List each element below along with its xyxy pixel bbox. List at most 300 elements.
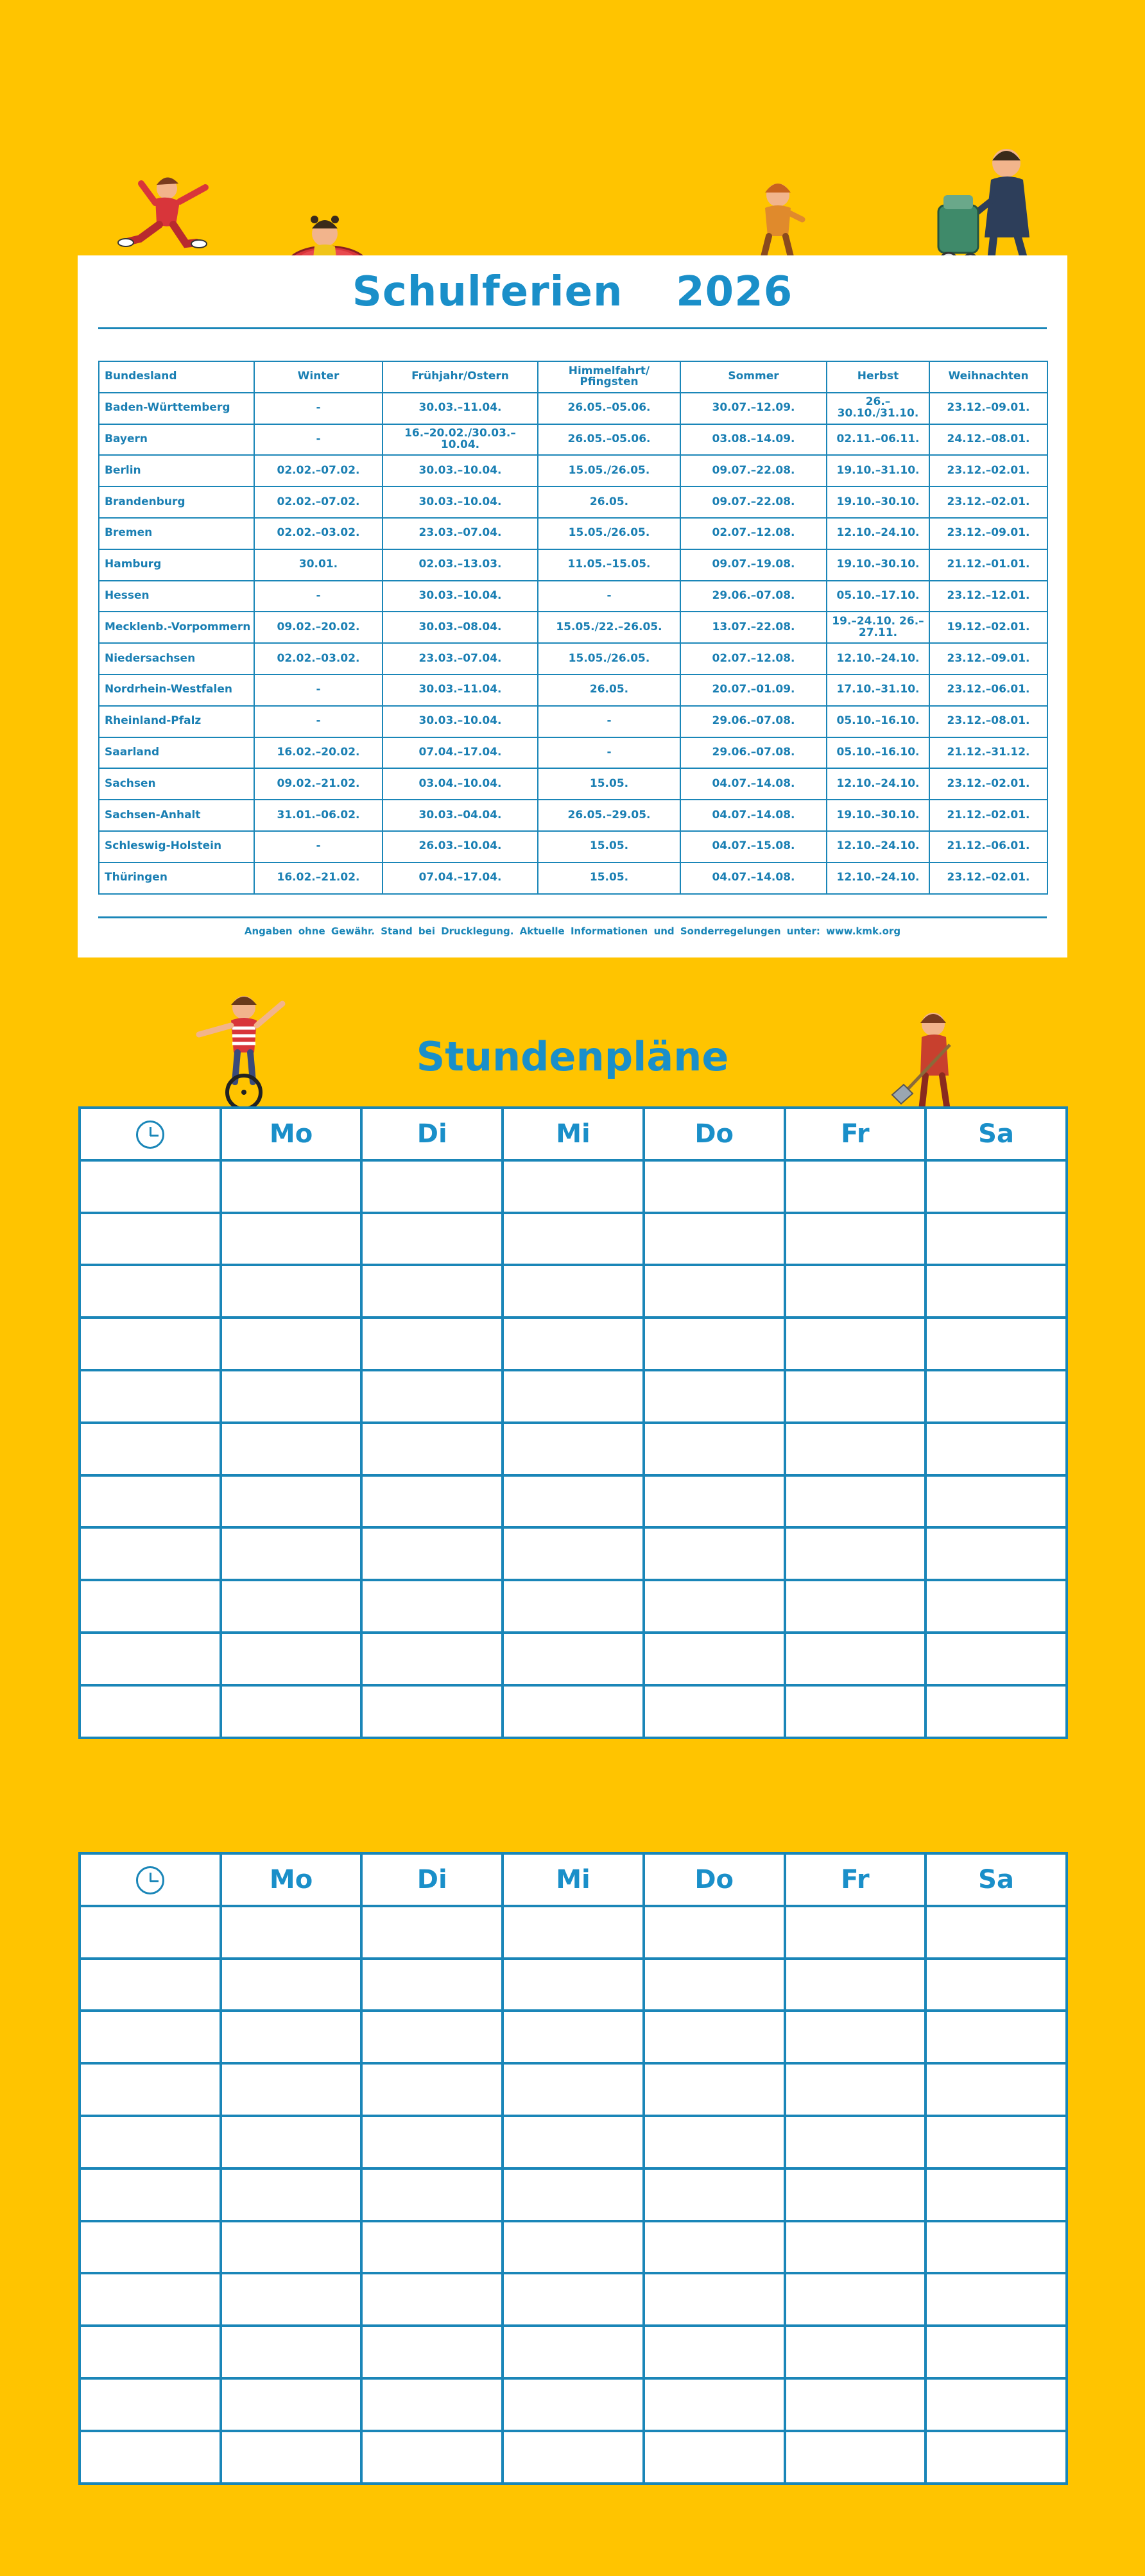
- day-header: Mi: [503, 1108, 644, 1160]
- lesson-cell[interactable]: [644, 1906, 785, 1959]
- holiday-cell: 29.06.–07.08.: [680, 581, 827, 612]
- holiday-cell: 15.05./26.05.: [538, 455, 680, 486]
- lesson-cell[interactable]: [644, 1160, 785, 1213]
- lesson-cell[interactable]: [644, 2431, 785, 2484]
- lesson-cell[interactable]: [503, 2326, 644, 2378]
- state-name: Brandenburg: [99, 486, 254, 518]
- lesson-cell[interactable]: [361, 1213, 503, 1266]
- lesson-cell[interactable]: [221, 1160, 362, 1213]
- timetable-row: [80, 2221, 1067, 2274]
- lesson-cell[interactable]: [785, 2221, 926, 2274]
- lesson-cell[interactable]: [361, 2063, 503, 2116]
- lesson-cell[interactable]: [644, 2378, 785, 2431]
- holiday-cell: 19.10.–31.10.: [827, 455, 929, 486]
- lesson-cell[interactable]: [361, 2011, 503, 2063]
- time-slot-cell[interactable]: [80, 1213, 221, 1266]
- holiday-cell: 30.07.–12.09.: [680, 393, 827, 424]
- holiday-row: [99, 612, 1047, 643]
- lesson-cell[interactable]: [785, 1213, 926, 1266]
- timetable-row: [80, 1318, 1067, 1370]
- holiday-cell: -: [254, 424, 383, 456]
- lesson-cell[interactable]: [361, 2431, 503, 2484]
- timetable-row: [80, 1527, 1067, 1580]
- state-name: Rheinland-Pfalz: [99, 706, 254, 737]
- holiday-cell: -: [254, 706, 383, 737]
- holiday-cell: -: [254, 581, 383, 612]
- holiday-cell: 07.04.–17.04.: [383, 737, 538, 769]
- lesson-cell[interactable]: [221, 1906, 362, 1959]
- holiday-cell: 26.03.–10.04.: [383, 831, 538, 863]
- holiday-row: [99, 549, 1047, 581]
- holiday-cell: 23.03.–07.04.: [383, 643, 538, 674]
- lesson-cell[interactable]: [221, 2168, 362, 2221]
- lesson-cell[interactable]: [785, 1959, 926, 2011]
- lesson-cell[interactable]: [361, 1527, 503, 1580]
- lesson-cell[interactable]: [785, 1685, 926, 1738]
- lesson-cell[interactable]: [644, 2116, 785, 2168]
- time-slot-cell[interactable]: [80, 1265, 221, 1318]
- timetable-row: [80, 2011, 1067, 2063]
- time-slot-cell[interactable]: [80, 1160, 221, 1213]
- holiday-cell: -: [254, 831, 383, 863]
- holiday-cell: -: [538, 581, 680, 612]
- lesson-cell[interactable]: [361, 1959, 503, 2011]
- lesson-cell[interactable]: [221, 2378, 362, 2431]
- header-herbst: Herbst: [827, 361, 929, 393]
- lesson-cell[interactable]: [221, 2011, 362, 2063]
- lesson-cell[interactable]: [925, 2326, 1067, 2378]
- lesson-cell[interactable]: [925, 1265, 1067, 1318]
- holiday-row: [99, 863, 1047, 894]
- time-slot-cell[interactable]: [80, 1685, 221, 1738]
- holiday-cell: 19.10.–30.10.: [827, 549, 929, 581]
- lesson-cell[interactable]: [644, 1423, 785, 1475]
- holiday-cell: 23.12.–08.01.: [929, 706, 1047, 737]
- holiday-cell: 12.10.–24.10.: [827, 643, 929, 674]
- lesson-cell[interactable]: [221, 1213, 362, 1266]
- header-himmelfahrt: Himmelfahrt/ Pfingsten: [538, 361, 680, 393]
- holiday-row: [99, 486, 1047, 518]
- time-column-header: [80, 1108, 221, 1160]
- lesson-cell[interactable]: [503, 1685, 644, 1738]
- lesson-cell[interactable]: [925, 1318, 1067, 1370]
- holiday-cell: 23.03.–07.04.: [383, 518, 538, 549]
- holiday-cell: 16.02.–21.02.: [254, 863, 383, 894]
- state-name: Sachsen: [99, 768, 254, 800]
- day-header: Di: [361, 1853, 503, 1906]
- lesson-cell[interactable]: [785, 1906, 926, 1959]
- footnote: Angaben ohne Gewähr. Stand bei Drucklegung. Aktuelle Informationen und Sonderregelungen unter: www.kmk.org: [244, 925, 901, 937]
- time-slot-cell[interactable]: [80, 2116, 221, 2168]
- lesson-cell[interactable]: [503, 1475, 644, 1528]
- holiday-cell: 12.10.–24.10.: [827, 863, 929, 894]
- lesson-cell[interactable]: [221, 2116, 362, 2168]
- lesson-cell[interactable]: [503, 2273, 644, 2326]
- lesson-cell[interactable]: [644, 2168, 785, 2221]
- lesson-cell[interactable]: [785, 1423, 926, 1475]
- holiday-cell: 05.10.–16.10.: [827, 706, 929, 737]
- lesson-cell[interactable]: [221, 1423, 362, 1475]
- lesson-cell[interactable]: [925, 1959, 1067, 2011]
- lesson-cell[interactable]: [785, 1475, 926, 1528]
- state-name: Sachsen-Anhalt: [99, 800, 254, 831]
- time-slot-cell[interactable]: [80, 1370, 221, 1423]
- holiday-cell: 30.03.–08.04.: [383, 612, 538, 643]
- lesson-cell[interactable]: [361, 2326, 503, 2378]
- lesson-cell[interactable]: [925, 2168, 1067, 2221]
- lesson-cell[interactable]: [644, 2011, 785, 2063]
- time-slot-cell[interactable]: [80, 2326, 221, 2378]
- lesson-cell[interactable]: [925, 1527, 1067, 1580]
- holiday-row: [99, 674, 1047, 706]
- holiday-cell: 24.12.–08.01.: [929, 424, 1047, 456]
- time-slot-cell[interactable]: [80, 1906, 221, 1959]
- lesson-cell[interactable]: [785, 2378, 926, 2431]
- holiday-cell: 30.03.–10.04.: [383, 486, 538, 518]
- lesson-cell[interactable]: [785, 2011, 926, 2063]
- time-column-header: [80, 1853, 221, 1906]
- timetable-row: [80, 1475, 1067, 1528]
- lesson-cell[interactable]: [361, 2116, 503, 2168]
- time-slot-cell[interactable]: [80, 1475, 221, 1528]
- holiday-cell: 23.12.–09.01.: [929, 518, 1047, 549]
- timetable-row: [80, 1370, 1067, 1423]
- lesson-cell[interactable]: [644, 1580, 785, 1633]
- holiday-cell: 09.07.–22.08.: [680, 455, 827, 486]
- holiday-cell: 23.12.–06.01.: [929, 674, 1047, 706]
- time-slot-cell[interactable]: [80, 1959, 221, 2011]
- lesson-cell[interactable]: [503, 1580, 644, 1633]
- holiday-title: Schulferien 2026: [352, 268, 793, 316]
- lesson-cell[interactable]: [785, 1580, 926, 1633]
- lesson-cell[interactable]: [925, 1633, 1067, 1685]
- lesson-cell[interactable]: [503, 2063, 644, 2116]
- holiday-row: [99, 800, 1047, 831]
- holiday-row: [99, 737, 1047, 769]
- lesson-cell[interactable]: [503, 1906, 644, 1959]
- lesson-cell[interactable]: [644, 1475, 785, 1528]
- holiday-cell: 23.12.–09.01.: [929, 393, 1047, 424]
- lesson-cell[interactable]: [503, 2431, 644, 2484]
- lesson-cell[interactable]: [361, 1580, 503, 1633]
- lesson-cell[interactable]: [925, 2063, 1067, 2116]
- lesson-cell[interactable]: [503, 2116, 644, 2168]
- time-slot-cell[interactable]: [80, 1580, 221, 1633]
- lesson-cell[interactable]: [503, 1959, 644, 2011]
- holiday-cell: 15.05./26.05.: [538, 518, 680, 549]
- lesson-cell[interactable]: [221, 2063, 362, 2116]
- lesson-cell[interactable]: [503, 2168, 644, 2221]
- lesson-cell[interactable]: [644, 2273, 785, 2326]
- lesson-cell[interactable]: [644, 2063, 785, 2116]
- holiday-cell: 26.05.: [538, 674, 680, 706]
- clock-icon: [136, 1866, 164, 1894]
- lesson-cell[interactable]: [503, 1423, 644, 1475]
- holiday-cell: 19.12.–02.01.: [929, 612, 1047, 643]
- holiday-cell: 12.10.–24.10.: [827, 831, 929, 863]
- holiday-cell: 02.03.–13.03.: [383, 549, 538, 581]
- lesson-cell[interactable]: [221, 1475, 362, 1528]
- holiday-cell: 26.–30.10./31.10.: [827, 393, 929, 424]
- time-slot-cell[interactable]: [80, 2273, 221, 2326]
- state-name: Bayern: [99, 424, 254, 456]
- holiday-cell: -: [538, 737, 680, 769]
- lesson-cell[interactable]: [644, 2326, 785, 2378]
- header-bundesland: Bundesland: [99, 361, 254, 393]
- holiday-cell: -: [538, 706, 680, 737]
- holiday-cell: -: [254, 393, 383, 424]
- holiday-cell: 12.10.–24.10.: [827, 768, 929, 800]
- state-name: Bremen: [99, 518, 254, 549]
- lesson-cell[interactable]: [361, 2378, 503, 2431]
- holiday-header-row: [99, 361, 1047, 393]
- day-header: Mo: [221, 1853, 362, 1906]
- lesson-cell[interactable]: [925, 2378, 1067, 2431]
- timetable-row: [80, 1423, 1067, 1475]
- holiday-cell: 13.07.–22.08.: [680, 612, 827, 643]
- lesson-cell[interactable]: [925, 1580, 1067, 1633]
- lesson-cell[interactable]: [925, 2116, 1067, 2168]
- holiday-cell: 07.04.–17.04.: [383, 863, 538, 894]
- holiday-cell: 23.12.–12.01.: [929, 581, 1047, 612]
- lesson-cell[interactable]: [361, 1160, 503, 1213]
- lesson-cell[interactable]: [361, 1906, 503, 1959]
- timetable-2: [78, 1852, 1068, 2485]
- lesson-cell[interactable]: [925, 2221, 1067, 2274]
- day-header: Fr: [785, 1108, 926, 1160]
- lesson-cell[interactable]: [785, 2116, 926, 2168]
- jumping-girl-illustration: [117, 166, 232, 268]
- lesson-cell[interactable]: [361, 2221, 503, 2274]
- lesson-cell[interactable]: [644, 1265, 785, 1318]
- time-slot-cell[interactable]: [80, 2378, 221, 2431]
- lesson-cell[interactable]: [503, 2378, 644, 2431]
- lesson-cell[interactable]: [925, 2011, 1067, 2063]
- state-name: Mecklenb.-Vorpommern: [99, 612, 254, 643]
- day-header: Do: [644, 1853, 785, 1906]
- time-slot-cell[interactable]: [80, 2063, 221, 2116]
- lesson-cell[interactable]: [925, 1423, 1067, 1475]
- clock-icon: [136, 1121, 164, 1149]
- timetable-row: [80, 2116, 1067, 2168]
- lesson-cell[interactable]: [503, 2221, 644, 2274]
- lesson-cell[interactable]: [221, 2273, 362, 2326]
- lesson-cell[interactable]: [785, 1265, 926, 1318]
- lesson-cell[interactable]: [785, 1318, 926, 1370]
- lesson-cell[interactable]: [785, 2063, 926, 2116]
- lesson-cell[interactable]: [221, 1959, 362, 2011]
- lesson-cell[interactable]: [361, 1318, 503, 1370]
- lesson-cell[interactable]: [361, 1265, 503, 1318]
- day-header: Sa: [925, 1853, 1067, 1906]
- holiday-row: [99, 455, 1047, 486]
- holiday-cell: 09.02.–21.02.: [254, 768, 383, 800]
- holiday-cell: 02.02.–07.02.: [254, 486, 383, 518]
- timetable-row: [80, 1633, 1067, 1685]
- holiday-cell: 02.07.–12.08.: [680, 643, 827, 674]
- holiday-cell: 30.03.–10.04.: [383, 581, 538, 612]
- lesson-cell[interactable]: [644, 1633, 785, 1685]
- time-slot-cell[interactable]: [80, 1423, 221, 1475]
- lesson-cell[interactable]: [221, 1580, 362, 1633]
- lesson-cell[interactable]: [644, 1213, 785, 1266]
- holiday-cell: 11.05.–15.05.: [538, 549, 680, 581]
- time-slot-cell[interactable]: [80, 2011, 221, 2063]
- time-slot-cell[interactable]: [80, 2431, 221, 2484]
- lesson-cell[interactable]: [785, 1160, 926, 1213]
- holiday-cell: 23.12.–02.01.: [929, 768, 1047, 800]
- holiday-cell: 23.12.–02.01.: [929, 486, 1047, 518]
- footnote-divider: [98, 916, 1047, 918]
- lesson-cell[interactable]: [503, 1265, 644, 1318]
- holiday-cell: 19.–24.10. 26.–27.11.: [827, 612, 929, 643]
- holiday-cell: 12.10.–24.10.: [827, 518, 929, 549]
- state-name: Saarland: [99, 737, 254, 769]
- title-divider: [98, 327, 1047, 329]
- holiday-cell: 20.07.–01.09.: [680, 674, 827, 706]
- state-name: Niedersachsen: [99, 643, 254, 674]
- holiday-cell: 09.07.–22.08.: [680, 486, 827, 518]
- lesson-cell[interactable]: [925, 1370, 1067, 1423]
- lesson-cell[interactable]: [361, 1475, 503, 1528]
- holiday-cell: 30.03.–11.04.: [383, 393, 538, 424]
- holiday-cell: 02.11.–06.11.: [827, 424, 929, 456]
- timetable-1: [78, 1106, 1068, 1739]
- holiday-row: [99, 768, 1047, 800]
- lesson-cell[interactable]: [221, 1685, 362, 1738]
- lesson-cell[interactable]: [503, 1318, 644, 1370]
- lesson-cell[interactable]: [221, 2326, 362, 2378]
- timetable-title: Stundenpläne: [416, 1033, 729, 1080]
- holiday-cell: 23.12.–02.01.: [929, 455, 1047, 486]
- lesson-cell[interactable]: [785, 1370, 926, 1423]
- holiday-cell: 04.07.–15.08.: [680, 831, 827, 863]
- holiday-cell: 04.07.–14.08.: [680, 768, 827, 800]
- holiday-cell: 02.02.–03.02.: [254, 643, 383, 674]
- lesson-cell[interactable]: [503, 2011, 644, 2063]
- holiday-cell: 04.07.–14.08.: [680, 863, 827, 894]
- lesson-cell[interactable]: [785, 2168, 926, 2221]
- lesson-cell[interactable]: [503, 1633, 644, 1685]
- timetable-row: [80, 2431, 1067, 2484]
- lesson-cell[interactable]: [361, 1423, 503, 1475]
- timetable-row: [80, 2326, 1067, 2378]
- time-slot-cell[interactable]: [80, 1527, 221, 1580]
- lesson-cell[interactable]: [785, 1527, 926, 1580]
- lesson-cell[interactable]: [221, 1265, 362, 1318]
- lesson-cell[interactable]: [785, 1633, 926, 1685]
- time-slot-cell[interactable]: [80, 2221, 221, 2274]
- timetable-header-row: [80, 1853, 1067, 1906]
- lesson-cell[interactable]: [925, 2273, 1067, 2326]
- lesson-cell[interactable]: [361, 2273, 503, 2326]
- lesson-cell[interactable]: [644, 1527, 785, 1580]
- lesson-cell[interactable]: [785, 2326, 926, 2378]
- state-name: Nordrhein-Westfalen: [99, 674, 254, 706]
- lesson-cell[interactable]: [644, 1685, 785, 1738]
- holiday-cell: 30.03.–04.04.: [383, 800, 538, 831]
- lesson-cell[interactable]: [785, 2431, 926, 2484]
- timetable-row: [80, 2273, 1067, 2326]
- lesson-cell[interactable]: [925, 1475, 1067, 1528]
- lesson-cell[interactable]: [925, 2431, 1067, 2484]
- lesson-cell[interactable]: [221, 1318, 362, 1370]
- holiday-row: [99, 706, 1047, 737]
- time-slot-cell[interactable]: [80, 1318, 221, 1370]
- lesson-cell[interactable]: [925, 1160, 1067, 1213]
- lesson-cell[interactable]: [503, 1213, 644, 1266]
- lesson-cell[interactable]: [221, 1527, 362, 1580]
- header-winter: Winter: [254, 361, 383, 393]
- holiday-cell: 05.10.–17.10.: [827, 581, 929, 612]
- lesson-cell[interactable]: [644, 2221, 785, 2274]
- holiday-cell: 19.10.–30.10.: [827, 486, 929, 518]
- holiday-row: [99, 643, 1047, 674]
- holiday-cell: 15.05./26.05.: [538, 643, 680, 674]
- timetable-row: [80, 1906, 1067, 1959]
- holiday-cell: 29.06.–07.08.: [680, 706, 827, 737]
- lesson-cell[interactable]: [644, 1318, 785, 1370]
- day-header: Fr: [785, 1853, 926, 1906]
- lesson-cell[interactable]: [221, 2221, 362, 2274]
- holiday-row: [99, 424, 1047, 456]
- lesson-cell[interactable]: [644, 1959, 785, 2011]
- holiday-row: [99, 581, 1047, 612]
- timetable-row: [80, 2063, 1067, 2116]
- holiday-cell: 04.07.–14.08.: [680, 800, 827, 831]
- timetable-row: [80, 2168, 1067, 2221]
- holiday-cell: 21.12.–06.01.: [929, 831, 1047, 863]
- holiday-cell: 23.12.–02.01.: [929, 863, 1047, 894]
- lesson-cell[interactable]: [221, 1370, 362, 1423]
- lesson-cell[interactable]: [361, 2168, 503, 2221]
- lesson-cell[interactable]: [925, 1213, 1067, 1266]
- holiday-row: [99, 393, 1047, 424]
- lesson-cell[interactable]: [221, 2431, 362, 2484]
- lesson-cell[interactable]: [925, 1685, 1067, 1738]
- lesson-cell[interactable]: [644, 1370, 785, 1423]
- state-name: Hessen: [99, 581, 254, 612]
- lesson-cell[interactable]: [503, 1160, 644, 1213]
- lesson-cell[interactable]: [361, 1370, 503, 1423]
- time-slot-cell[interactable]: [80, 1633, 221, 1685]
- holiday-cell: 26.05.: [538, 486, 680, 518]
- lesson-cell[interactable]: [361, 1633, 503, 1685]
- lesson-cell[interactable]: [361, 1685, 503, 1738]
- holiday-table: [98, 361, 1048, 895]
- timetable-row: [80, 1213, 1067, 1266]
- holiday-card: [78, 255, 1067, 957]
- header-fruehjahr: Frühjahr/Ostern: [383, 361, 538, 393]
- holiday-cell: 29.06.–07.08.: [680, 737, 827, 769]
- state-name: Baden-Württemberg: [99, 393, 254, 424]
- timetable-row: [80, 1685, 1067, 1738]
- lesson-cell[interactable]: [503, 1527, 644, 1580]
- state-name: Schleswig-Holstein: [99, 831, 254, 863]
- holiday-cell: 09.02.–20.02.: [254, 612, 383, 643]
- day-header: Di: [361, 1108, 503, 1160]
- holiday-cell: 21.12.–01.01.: [929, 549, 1047, 581]
- lesson-cell[interactable]: [503, 1370, 644, 1423]
- holiday-cell: 16.02.–20.02.: [254, 737, 383, 769]
- holiday-cell: 30.03.–11.04.: [383, 674, 538, 706]
- lesson-cell[interactable]: [221, 1633, 362, 1685]
- lesson-cell[interactable]: [925, 1906, 1067, 1959]
- day-header: Do: [644, 1108, 785, 1160]
- header-weihnachten: Weihnachten: [929, 361, 1047, 393]
- lesson-cell[interactable]: [785, 2273, 926, 2326]
- time-slot-cell[interactable]: [80, 2168, 221, 2221]
